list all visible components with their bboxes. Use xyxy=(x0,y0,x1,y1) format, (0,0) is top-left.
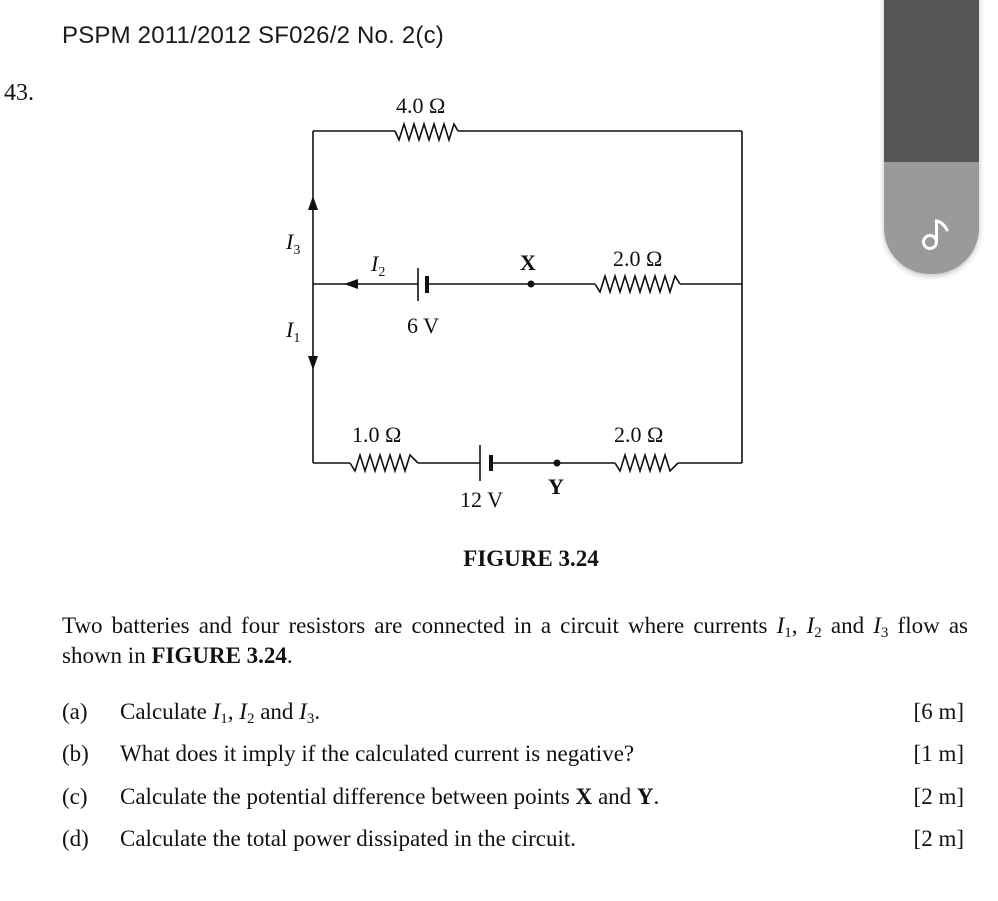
marks-c: [2 m] xyxy=(913,784,964,809)
marks-a: [6 m] xyxy=(913,699,964,724)
question-d: (d) Calculate the total power dissipated in the circuit. [2 m] xyxy=(62,826,964,851)
label-resistor-top: 4.0 Ω xyxy=(396,93,446,118)
question-c: (c) Calculate the potential difference between points X and Y. [2 m] xyxy=(62,784,964,809)
resistor-bot-right xyxy=(615,455,678,471)
arrow-i3-up xyxy=(308,196,318,210)
arrow-i1-down xyxy=(308,356,318,370)
scrollbar-thumb[interactable] xyxy=(884,0,979,162)
label-resistor-bot-right: 2.0 Ω xyxy=(614,422,664,447)
resistor-top xyxy=(395,124,458,140)
audio-note-icon[interactable] xyxy=(921,217,951,251)
label-point-x: X xyxy=(520,250,536,275)
point-y-dot xyxy=(554,460,561,467)
label-point-y: Y xyxy=(548,474,564,499)
label-resistor-bot-left: 1.0 Ω xyxy=(352,422,402,447)
label-current-i3: $I_3$ xyxy=(286,229,301,258)
label-current-i1: $I_1$ xyxy=(286,317,301,346)
exam-reference-title: PSPM 2011/2012 SF026/2 No. 2(c) xyxy=(62,22,444,49)
label-battery-6v: 6 V xyxy=(407,313,439,338)
resistor-bot-left xyxy=(350,455,418,471)
marks-b: [1 m] xyxy=(913,741,964,766)
question-a: (a) Calculate $I_1$, $I_2$ and $I_3$. [6 m] xyxy=(62,699,964,727)
label-resistor-mid-right: 2.0 Ω xyxy=(613,246,663,271)
label-current-i2: $I_2$ xyxy=(371,251,386,280)
figure-caption: FIGURE 3.24 xyxy=(463,546,599,571)
label-battery-12v: 12 V xyxy=(460,487,503,512)
problem-statement: Two batteries and four resistors are connected in a circuit where currents $I_1$, $I_2$ and $I_3$ flow as shown in FIGURE 3.24. xyxy=(62,613,968,668)
question-number: 43. xyxy=(4,80,34,106)
marks-d: [2 m] xyxy=(913,826,964,851)
resistor-mid-right xyxy=(595,276,680,292)
question-b: (b) What does it imply if the calculated current is negative? [1 m] xyxy=(62,741,964,766)
arrow-i2-left xyxy=(344,279,358,289)
point-x-dot xyxy=(528,281,535,288)
